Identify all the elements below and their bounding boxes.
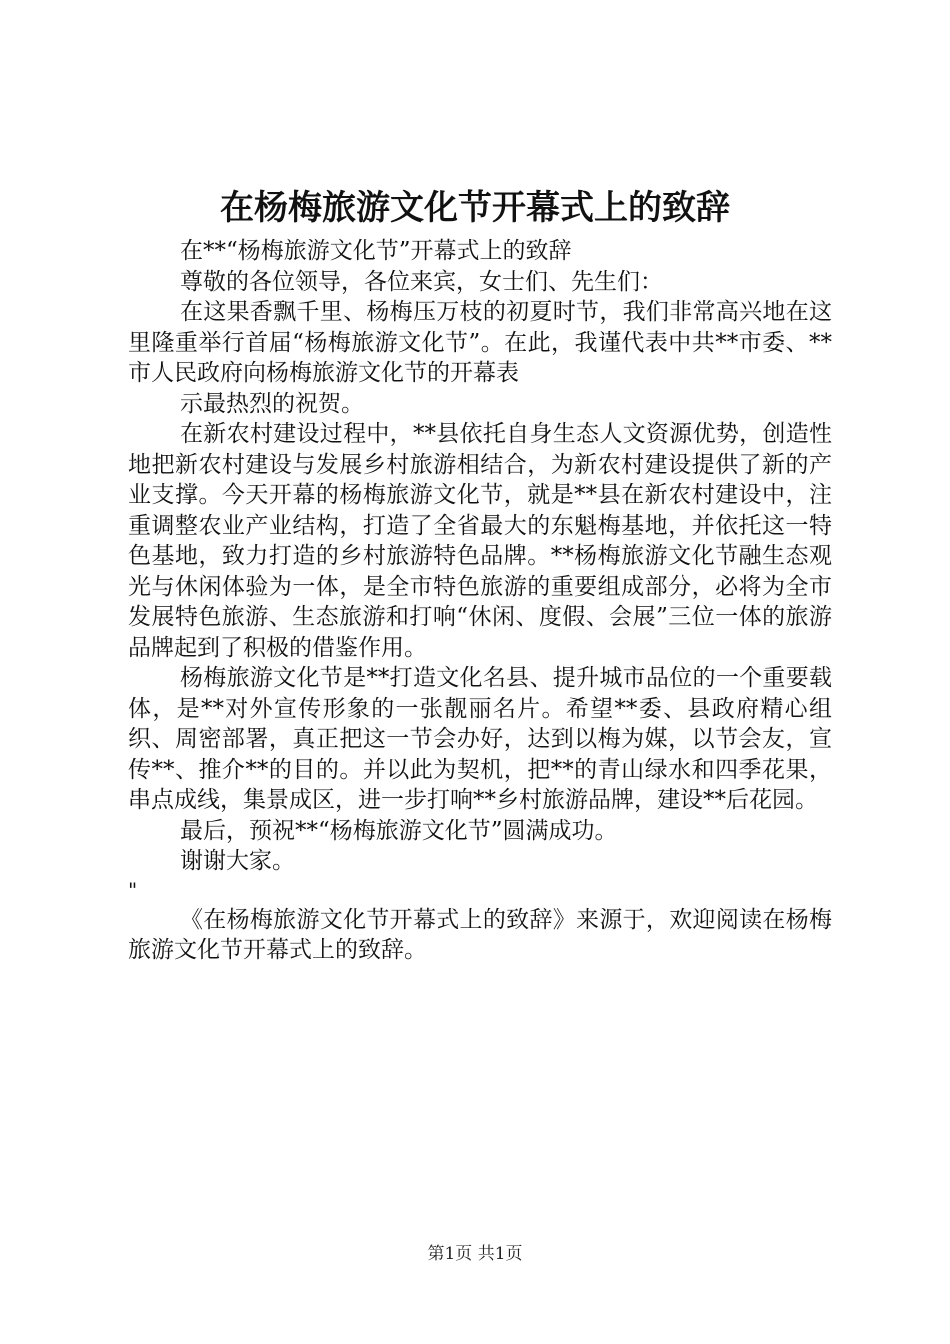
stray-quote-mark: "	[128, 877, 138, 902]
speech-heading-line: 在**“杨梅旅游文化节”开幕式上的致辞	[180, 238, 572, 264]
paragraph-opening: 在这果香飘千里、杨梅压万枝的初夏时节，我们非常高兴地在这里隆重举行首届“杨梅旅游文化节”。在此，我谨代表中共**市委、**市人民政府向杨梅旅游文化节的开幕表	[128, 299, 832, 386]
paragraph-thanks: 谢谢大家。	[180, 848, 295, 874]
paragraph-closing-wish: 最后，预祝**“杨梅旅游文化节”圆满成功。	[180, 817, 618, 844]
paragraph-new-countryside: 在新农村建设过程中，**县依托自身生态人文资源优势，创造性地把新农村建设与发展乡村旅游相结合，为新农村建设提供了新的产业支撑。今天开幕的杨梅旅游文化节，就是**县在新农村建设中，注重调整农业产业结构，打造了全省最大的东魁梅基地，并依托这一特色基地，致力打造的乡村旅游特色品牌。**杨梅旅游文化节融生态观光与休闲体验为一体，是全市特色旅游的重要组成部分，必将为全市发展特色旅游、生态旅游和打响“休闲、度假、会展”三位一体的旅游品牌起到了积极的借鉴作用。	[128, 421, 832, 661]
page-footer: 第1页 共1页	[427, 1244, 523, 1264]
paragraph-opening-continued: 示最热烈的祝贺。	[180, 390, 364, 417]
salutation: 尊敬的各位领导，各位来宾，女士们、先生们：	[180, 268, 663, 295]
paragraph-festival-carrier: 杨梅旅游文化节是**打造文化名县、提升城市品位的一个重要载体，是**对外宣传形象的一张靓丽名片。希望**委、县政府精心组织、周密部署，真正把这一节会办好，达到以梅为媒，以节会友，宣传**、推介**的目的。并以此为契机，把**的青山绿水和四季花果，串点成线，集景成区，进一步打响**乡村旅游品牌，建设**后花园。	[128, 665, 832, 813]
source-note: 《在杨梅旅游文化节开幕式上的致辞》来源于，欢迎阅读在杨梅旅游文化节开幕式上的致辞。	[128, 906, 832, 963]
document-title: 在杨梅旅游文化节开幕式上的致辞	[220, 188, 730, 228]
document-body	[128, 236, 832, 966]
